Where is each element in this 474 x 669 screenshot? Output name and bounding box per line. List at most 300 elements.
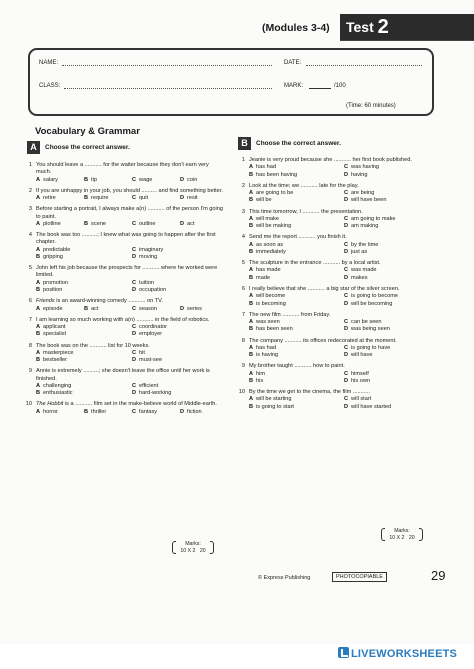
question-number: 8 <box>28 342 32 349</box>
answer-option[interactable] <box>344 275 435 282</box>
option-letter: B <box>249 171 254 178</box>
question-item <box>24 265 224 294</box>
watermark-text: LIVEWORKSHEETS <box>351 648 458 660</box>
option-text: challenging <box>43 382 72 389</box>
option-letter: B <box>36 390 41 397</box>
answer-option[interactable] <box>36 254 128 261</box>
option-letter: B <box>36 357 41 364</box>
answer-option[interactable] <box>132 306 176 313</box>
answer-option[interactable] <box>249 242 340 249</box>
answer-option[interactable] <box>249 190 340 197</box>
option-text: fantasy <box>139 408 158 415</box>
option-text: gripping <box>43 253 63 260</box>
answer-option[interactable] <box>132 331 224 338</box>
question-text <box>249 338 435 345</box>
answer-option[interactable] <box>344 223 435 230</box>
option-text: occupation <box>139 286 167 293</box>
question-number: 7 <box>241 311 245 318</box>
answer-option[interactable] <box>132 287 224 294</box>
option-text: coin <box>187 176 198 183</box>
option-text: horror <box>43 408 58 415</box>
question-stem: The sculpture in the entrance ........... by a local artist. <box>249 260 381 267</box>
option-letter: D <box>344 248 349 255</box>
option-letter: B <box>36 286 41 293</box>
answer-option[interactable] <box>344 293 435 300</box>
question-stem: The book was on the ........... list for 10 weeks. <box>36 342 150 349</box>
option-letter: A <box>36 195 41 202</box>
answer-options <box>249 293 435 308</box>
mark-field[interactable] <box>309 88 331 89</box>
question-item <box>237 157 435 179</box>
answer-options <box>36 306 224 313</box>
photocopiable-label: PHOTOCOPIABLE <box>332 572 387 582</box>
class-field[interactable] <box>64 88 272 89</box>
option-letter: A <box>249 190 254 197</box>
option-text: has been having <box>256 171 298 178</box>
answer-option[interactable] <box>344 242 435 249</box>
answer-option[interactable] <box>84 306 128 313</box>
question-number: 2 <box>241 182 245 189</box>
name-label: NAME: <box>39 60 59 66</box>
option-letter: D <box>180 408 185 415</box>
option-letter: B <box>36 331 41 338</box>
publisher-credit: © Express Publishing <box>258 575 311 581</box>
option-text: will be making <box>256 223 292 230</box>
answer-option[interactable] <box>249 371 340 378</box>
answer-option[interactable] <box>344 249 435 256</box>
option-letter: C <box>132 349 137 356</box>
question-number: 1 <box>28 162 32 168</box>
answer-option[interactable] <box>132 324 224 331</box>
question-text <box>249 286 435 293</box>
option-text: will be becoming <box>351 300 393 307</box>
name-field[interactable] <box>62 65 272 66</box>
option-text: act <box>91 305 99 312</box>
option-letter: C <box>344 164 349 171</box>
question-number: 7 <box>28 316 32 323</box>
option-text: will be starting <box>256 396 292 403</box>
answer-option[interactable] <box>84 177 128 184</box>
option-text: bestseller <box>43 357 67 364</box>
option-text: hard-working <box>139 390 172 397</box>
option-letter: B <box>249 377 254 384</box>
option-text: has made <box>256 267 281 274</box>
answer-option[interactable] <box>344 216 435 223</box>
answer-option[interactable] <box>36 324 128 331</box>
question-item <box>237 260 435 282</box>
option-letter: D <box>132 286 137 293</box>
answer-option[interactable] <box>249 319 340 326</box>
answer-option[interactable] <box>344 378 435 385</box>
question-text <box>249 363 435 370</box>
option-text: season <box>139 305 158 312</box>
option-letter: C <box>132 279 137 286</box>
part-b-instruction: Choose the correct answer. <box>256 140 341 147</box>
option-letter: A <box>249 215 254 222</box>
option-text: promotion <box>43 279 68 286</box>
question-item <box>24 188 224 203</box>
question-text <box>249 209 435 216</box>
time-note: (Time: 60 minutes) <box>346 103 396 109</box>
answer-option[interactable] <box>132 409 176 416</box>
option-letter: B <box>249 403 254 410</box>
question-stem: is an award-winning comedy ........... on TV. <box>54 298 163 305</box>
option-text: thriller <box>91 408 107 415</box>
answer-option[interactable] <box>249 172 340 179</box>
answer-option[interactable] <box>344 267 435 274</box>
option-text: makes <box>351 274 368 281</box>
option-letter: A <box>36 246 41 253</box>
answer-option[interactable] <box>180 177 224 184</box>
answer-options <box>249 319 435 334</box>
answer-option[interactable] <box>132 390 224 397</box>
answer-option[interactable] <box>36 177 80 184</box>
option-letter: D <box>132 253 137 260</box>
option-letter: A <box>36 279 41 286</box>
option-text: has had <box>256 344 276 351</box>
option-text: is going to start <box>256 403 294 410</box>
question-stem: is a ........... film set in the make-believe world of Middle-earth. <box>63 401 217 408</box>
answer-option[interactable] <box>84 195 128 202</box>
answer-option[interactable] <box>344 319 435 326</box>
question-number: 3 <box>241 208 245 215</box>
answer-option[interactable] <box>132 350 224 357</box>
answer-option[interactable] <box>132 280 224 287</box>
question-stem: Send me the report ........... you finish it. <box>249 234 347 241</box>
question-number: 9 <box>241 363 245 370</box>
option-text: was being seen <box>351 326 390 333</box>
answer-options <box>36 195 224 202</box>
answer-option[interactable] <box>249 352 340 359</box>
question-text <box>36 368 224 383</box>
option-text: was made <box>351 267 377 274</box>
answer-option[interactable] <box>344 172 435 179</box>
option-letter: A <box>36 408 41 415</box>
answer-option[interactable] <box>344 352 435 359</box>
option-letter: A <box>36 176 41 183</box>
question-text <box>36 188 224 195</box>
option-letter: B <box>84 195 89 202</box>
answer-option[interactable] <box>249 404 340 411</box>
option-text: applicant <box>43 324 66 331</box>
answer-option[interactable] <box>36 287 128 294</box>
question-text <box>249 183 435 190</box>
answer-options <box>36 247 224 262</box>
option-letter: D <box>344 326 349 333</box>
question-item <box>24 162 224 184</box>
answer-option[interactable] <box>132 221 176 228</box>
option-text: can be seen <box>351 319 382 326</box>
option-text: tip <box>91 176 97 183</box>
option-letter: C <box>132 408 137 415</box>
answer-option[interactable] <box>36 280 128 287</box>
option-letter: B <box>249 352 254 359</box>
option-letter: C <box>132 176 137 183</box>
answer-option[interactable] <box>249 293 340 300</box>
option-letter: B <box>84 408 89 415</box>
question-number: 8 <box>241 337 245 344</box>
option-letter: C <box>132 195 137 202</box>
answer-options <box>36 221 224 228</box>
option-text: coordinator <box>139 324 168 331</box>
option-text: tuition <box>139 279 154 286</box>
answer-option[interactable] <box>249 216 340 223</box>
question-stem: The new film ........... from Friday. <box>249 311 331 318</box>
question-text <box>36 343 224 350</box>
answer-option[interactable] <box>344 371 435 378</box>
answer-option[interactable] <box>344 190 435 197</box>
question-stem: Before starting a portrait, I always make a(n) ........... of the person I'm going to paint. <box>36 206 223 220</box>
option-text: quit <box>139 195 149 202</box>
option-text: episode <box>43 305 63 312</box>
answer-options <box>249 267 435 282</box>
option-text: enthusiastic <box>43 390 73 397</box>
answer-options <box>249 396 435 411</box>
option-text: efficient <box>139 382 159 389</box>
option-letter: B <box>249 300 254 307</box>
part-b-badge: B <box>238 137 251 150</box>
option-letter: C <box>344 370 349 377</box>
option-letter: D <box>180 195 185 202</box>
option-letter: C <box>344 267 349 274</box>
question-text <box>36 206 224 221</box>
answer-option[interactable] <box>36 409 80 416</box>
answer-option[interactable] <box>180 409 224 416</box>
option-text: salary <box>43 176 58 183</box>
answer-option[interactable] <box>344 197 435 204</box>
option-letter: A <box>249 164 254 171</box>
answer-option[interactable] <box>36 195 80 202</box>
answer-option[interactable] <box>344 396 435 403</box>
option-text: will have started <box>351 403 392 410</box>
question-item <box>237 389 435 411</box>
option-text: made <box>256 274 271 281</box>
question-stem: By the time we get to the cinema, the film ........... <box>249 389 370 396</box>
question-item <box>24 232 224 261</box>
answer-option[interactable] <box>84 221 128 228</box>
option-letter: A <box>36 220 41 227</box>
answer-option[interactable] <box>249 378 340 385</box>
question-stem: The book was too ..........; I knew what was going to happen after the first chapter. <box>36 232 216 246</box>
option-letter: B <box>84 220 89 227</box>
option-letter: A <box>249 293 254 300</box>
answer-option[interactable] <box>249 267 340 274</box>
answer-option[interactable] <box>249 326 340 333</box>
option-letter: D <box>132 390 137 397</box>
option-text: has been seen <box>256 326 293 333</box>
answer-option[interactable] <box>344 404 435 411</box>
part-a-marks <box>176 541 210 554</box>
answer-options <box>36 177 224 184</box>
option-text: as soon as <box>256 241 284 248</box>
mark-total: /100 <box>334 83 346 89</box>
answer-options <box>36 409 224 416</box>
answer-option[interactable] <box>344 164 435 171</box>
option-text: immediately <box>256 248 286 255</box>
option-letter: C <box>132 324 137 331</box>
option-letter: D <box>132 357 137 364</box>
question-item <box>237 286 435 308</box>
answer-option[interactable] <box>249 197 340 204</box>
answer-option[interactable] <box>249 345 340 352</box>
option-text: are being <box>351 190 375 197</box>
question-number: 10 <box>25 401 32 408</box>
option-text: predictable <box>43 246 71 253</box>
answer-option[interactable] <box>132 195 176 202</box>
option-letter: A <box>249 241 254 248</box>
answer-option[interactable] <box>249 275 340 282</box>
option-letter: C <box>344 241 349 248</box>
option-text: wage <box>139 176 153 183</box>
answer-option[interactable] <box>249 249 340 256</box>
question-text <box>36 298 224 305</box>
option-text: series <box>187 305 202 312</box>
answer-option[interactable] <box>36 331 128 338</box>
answer-option[interactable] <box>132 247 224 254</box>
answer-option[interactable] <box>180 306 224 313</box>
option-letter: A <box>249 396 254 403</box>
student-info-box <box>28 48 434 116</box>
question-text <box>36 317 224 324</box>
answer-option[interactable] <box>249 164 340 171</box>
question-number: 5 <box>241 260 245 267</box>
option-letter: D <box>344 300 349 307</box>
option-letter: D <box>180 220 185 227</box>
answer-option[interactable] <box>36 350 128 357</box>
answer-option[interactable] <box>36 221 80 228</box>
question-stem: You should leave a ........... for the waiter because they don't earn very much. <box>36 162 209 176</box>
option-letter: D <box>344 197 349 204</box>
question-stem: I am learning so much working with a(n) ........... in the field of robotics. <box>36 316 210 323</box>
answer-option[interactable] <box>180 195 224 202</box>
option-letter: B <box>249 248 254 255</box>
option-text: his own <box>351 377 371 384</box>
answer-option[interactable] <box>249 223 340 230</box>
answer-options <box>249 164 435 179</box>
answer-options <box>36 383 224 398</box>
option-text: was having <box>351 164 380 171</box>
option-letter: B <box>36 253 41 260</box>
answer-option[interactable] <box>36 390 128 397</box>
option-text: act <box>187 220 195 227</box>
option-letter: A <box>36 305 41 312</box>
question-title-italic: Friends <box>36 298 55 305</box>
option-text: require <box>91 195 109 202</box>
question-text <box>249 234 435 241</box>
question-text <box>36 232 224 247</box>
option-text: imaginary <box>139 246 164 253</box>
answer-option[interactable] <box>344 345 435 352</box>
option-letter: C <box>132 246 137 253</box>
answer-option[interactable] <box>132 177 176 184</box>
question-number: 2 <box>28 187 32 194</box>
option-letter: C <box>132 382 137 389</box>
option-text: specialist <box>43 331 67 338</box>
question-item <box>237 363 435 385</box>
answer-options <box>249 216 435 231</box>
answer-option[interactable] <box>132 254 224 261</box>
option-text: his <box>256 377 264 384</box>
answer-option[interactable] <box>249 396 340 403</box>
liveworksheets-logo-icon <box>338 647 349 658</box>
answer-option[interactable] <box>36 306 80 313</box>
option-letter: B <box>249 197 254 204</box>
question-stem: This time tomorrow, I ........... the presentation. <box>249 208 363 215</box>
liveworksheets-watermark[interactable] <box>338 647 457 660</box>
option-text: is becoming <box>256 300 286 307</box>
option-text: just as <box>351 248 368 255</box>
answer-option[interactable] <box>36 357 128 364</box>
option-text: plotline <box>43 220 61 227</box>
option-letter: C <box>344 396 349 403</box>
part-b-marks-calc: 10 X 2 20 <box>389 534 415 541</box>
question-item <box>24 317 224 339</box>
answer-options <box>249 345 435 360</box>
option-letter: A <box>249 370 254 377</box>
option-letter: A <box>249 267 254 274</box>
option-letter: D <box>344 223 349 230</box>
option-text: masterpiece <box>43 349 74 356</box>
option-letter: D <box>344 352 349 359</box>
part-a-instruction: Choose the correct answer. <box>45 144 130 151</box>
date-field[interactable] <box>306 65 422 66</box>
option-text: am making <box>351 223 379 230</box>
option-letter: C <box>344 190 349 197</box>
option-letter: B <box>249 326 254 333</box>
option-letter: D <box>344 171 349 178</box>
option-letter: C <box>344 319 349 326</box>
option-text: fiction <box>187 408 202 415</box>
question-item <box>237 209 435 231</box>
option-letter: B <box>84 176 89 183</box>
option-letter: C <box>132 305 137 312</box>
question-item <box>237 312 435 334</box>
option-text: resit <box>187 195 198 202</box>
option-letter: B <box>249 223 254 230</box>
question-text <box>249 157 435 164</box>
option-letter: D <box>132 331 137 338</box>
option-text: position <box>43 286 63 293</box>
answer-option[interactable] <box>344 326 435 333</box>
page-number: 29 <box>431 568 446 583</box>
question-stem: My brother taught ........... how to paint. <box>249 363 345 370</box>
question-title-italic: The Hobbit <box>36 401 64 408</box>
option-letter: A <box>36 324 41 331</box>
question-text <box>249 312 435 319</box>
answer-option[interactable] <box>344 301 435 308</box>
answer-option[interactable] <box>249 301 340 308</box>
question-item <box>237 338 435 360</box>
question-number: 6 <box>28 298 32 305</box>
question-stem: Annie is extremely ..........; she doesn't leave the office until her work is finished. <box>36 368 210 382</box>
answer-option[interactable] <box>132 357 224 364</box>
question-number: 6 <box>241 285 245 292</box>
question-stem: John left his job because the prospects for ........... where he worked were limited. <box>36 265 218 279</box>
part-a-marks-label: Marks: <box>185 541 201 547</box>
answer-options <box>36 350 224 365</box>
answer-option[interactable] <box>36 383 128 390</box>
answer-options <box>36 324 224 339</box>
option-letter: D <box>180 305 185 312</box>
question-item <box>24 401 224 416</box>
answer-option[interactable] <box>132 383 224 390</box>
answer-option[interactable] <box>36 247 128 254</box>
answer-option[interactable] <box>180 221 224 228</box>
option-text: will become <box>256 293 286 300</box>
date-label: DATE: <box>284 60 302 66</box>
question-text <box>249 260 435 267</box>
answer-option[interactable] <box>84 409 128 416</box>
